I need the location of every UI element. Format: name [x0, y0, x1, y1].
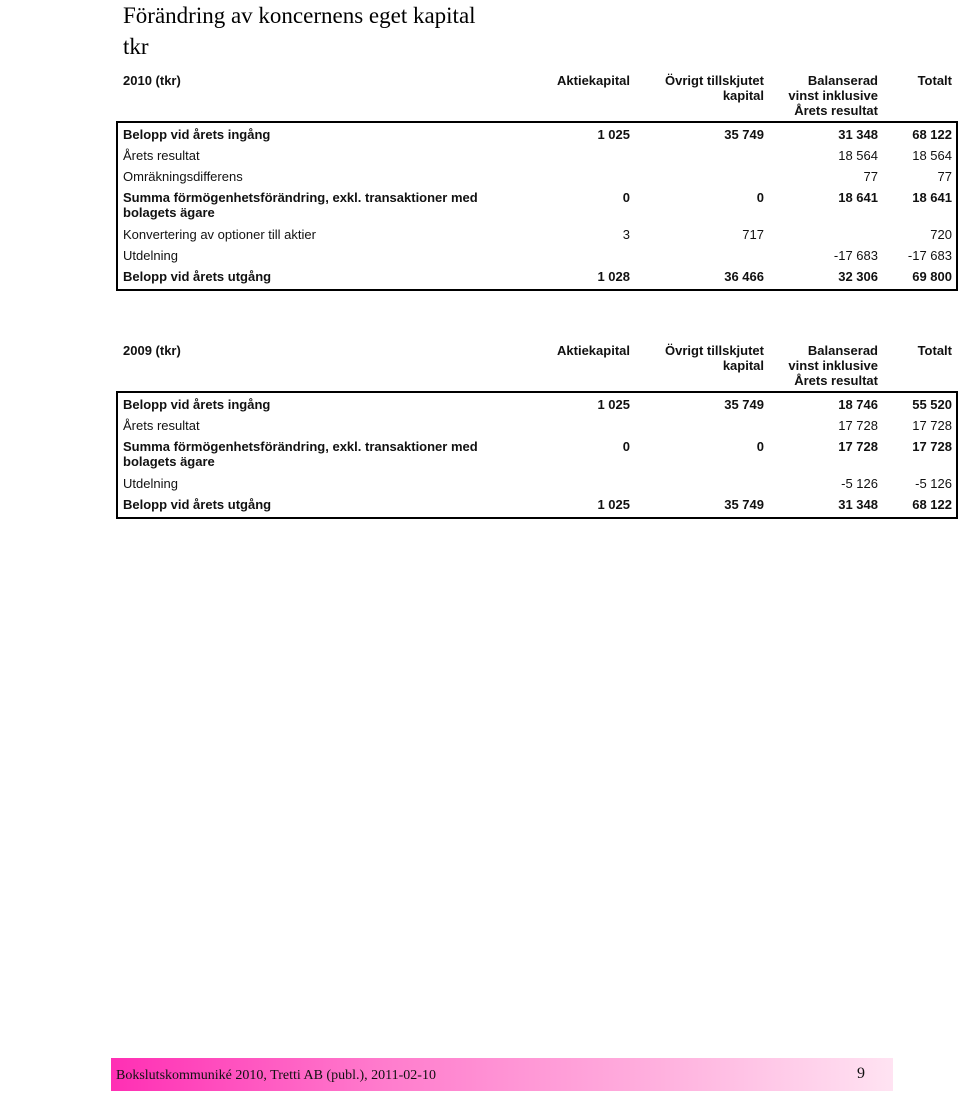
row-label: Utdelning	[123, 476, 178, 491]
header-retained-earnings: Balanserad vinst inklusive Årets resultat	[788, 343, 878, 388]
row-value: 1 025	[597, 497, 630, 512]
row-value: 31 348	[838, 497, 878, 512]
table-row	[118, 394, 956, 415]
row-value: 17 728	[838, 439, 878, 454]
page-title	[123, 0, 476, 62]
page-title-unit: tkr	[123, 34, 149, 59]
table-header	[116, 343, 958, 391]
table-row	[118, 124, 956, 145]
table-header	[116, 73, 958, 121]
row-value: 1 025	[597, 397, 630, 412]
table-row	[118, 473, 956, 494]
header-period: 2009 (tkr)	[123, 343, 181, 358]
table-row	[118, 494, 956, 515]
row-label: Omräkningsdifferens	[123, 169, 243, 184]
table-row	[118, 166, 956, 187]
row-value: 35 749	[724, 397, 764, 412]
row-value: 717	[742, 227, 764, 242]
header-total: Totalt	[917, 343, 952, 358]
row-label: Belopp vid årets ingång	[123, 397, 271, 412]
row-label: Belopp vid årets utgång	[123, 497, 272, 512]
row-value: 32 306	[838, 269, 878, 284]
table-body	[116, 121, 958, 291]
table-row	[118, 436, 956, 473]
row-value: 35 749	[724, 127, 764, 142]
row-value: -5 126	[841, 476, 878, 491]
row-value: -5 126	[915, 476, 952, 491]
row-value: 77	[863, 169, 878, 184]
table-row	[118, 145, 956, 166]
row-value: 0	[756, 439, 764, 454]
header-other-contributed-capital: Övrigt tillskjutet kapital	[665, 73, 764, 103]
row-value: 18 564	[838, 148, 878, 163]
row-value: 18 564	[912, 148, 952, 163]
row-value: 17 728	[838, 418, 878, 433]
row-label: Årets resultat	[123, 418, 200, 433]
row-value: -17 683	[907, 248, 952, 263]
row-value: 17 728	[912, 439, 952, 454]
page-number: 9	[857, 1065, 865, 1082]
table-row	[118, 415, 956, 436]
row-value: 55 520	[912, 397, 952, 412]
header-period: 2010 (tkr)	[123, 73, 181, 88]
row-value: 69 800	[912, 269, 952, 284]
header-share-capital: Aktiekapital	[557, 73, 630, 88]
header-other-contributed-capital: Övrigt tillskjutet kapital	[665, 343, 764, 373]
row-label: Summa förmögenhetsförändring, exkl. transaktioner med bolagets ägare	[123, 190, 478, 220]
header-share-capital: Aktiekapital	[557, 343, 630, 358]
row-value: 0	[622, 439, 630, 454]
row-value: 31 348	[838, 127, 878, 142]
footer-text: Bokslutskommuniké 2010, Tretti AB (publ.), 2011-02-10	[116, 1068, 436, 1083]
header-total: Totalt	[917, 73, 952, 88]
row-value: 68 122	[912, 497, 952, 512]
row-label: Belopp vid årets utgång	[123, 269, 272, 284]
row-value: 1 025	[597, 127, 630, 142]
table-row	[118, 245, 956, 266]
row-value: 35 749	[724, 497, 764, 512]
row-label: Utdelning	[123, 248, 178, 263]
table-row	[118, 187, 956, 224]
row-value: 18 641	[838, 190, 878, 205]
row-value: 36 466	[724, 269, 764, 284]
row-value: 720	[930, 227, 952, 242]
row-value: 18 746	[838, 397, 878, 412]
row-label: Summa förmögenhetsförändring, exkl. transaktioner med bolagets ägare	[123, 439, 478, 469]
page-title-main: Förändring av koncernens eget kapital	[123, 3, 476, 28]
header-retained-earnings: Balanserad vinst inklusive Årets resultat	[788, 73, 878, 118]
row-value: 0	[756, 190, 764, 205]
row-label: Årets resultat	[123, 148, 200, 163]
table-body	[116, 391, 958, 519]
row-value: 18 641	[912, 190, 952, 205]
table-row	[118, 224, 956, 245]
row-value: 0	[622, 190, 630, 205]
row-value: -17 683	[833, 248, 878, 263]
row-label: Konvertering av optioner till aktier	[123, 227, 316, 242]
row-value: 77	[937, 169, 952, 184]
row-value: 17 728	[912, 418, 952, 433]
page-footer	[111, 1058, 893, 1091]
row-value: 68 122	[912, 127, 952, 142]
row-value: 1 028	[597, 269, 630, 284]
row-value: 3	[622, 227, 630, 242]
equity-table-2009	[116, 343, 958, 519]
table-row	[118, 266, 956, 287]
equity-table-2010	[116, 73, 958, 291]
row-label: Belopp vid årets ingång	[123, 127, 271, 142]
